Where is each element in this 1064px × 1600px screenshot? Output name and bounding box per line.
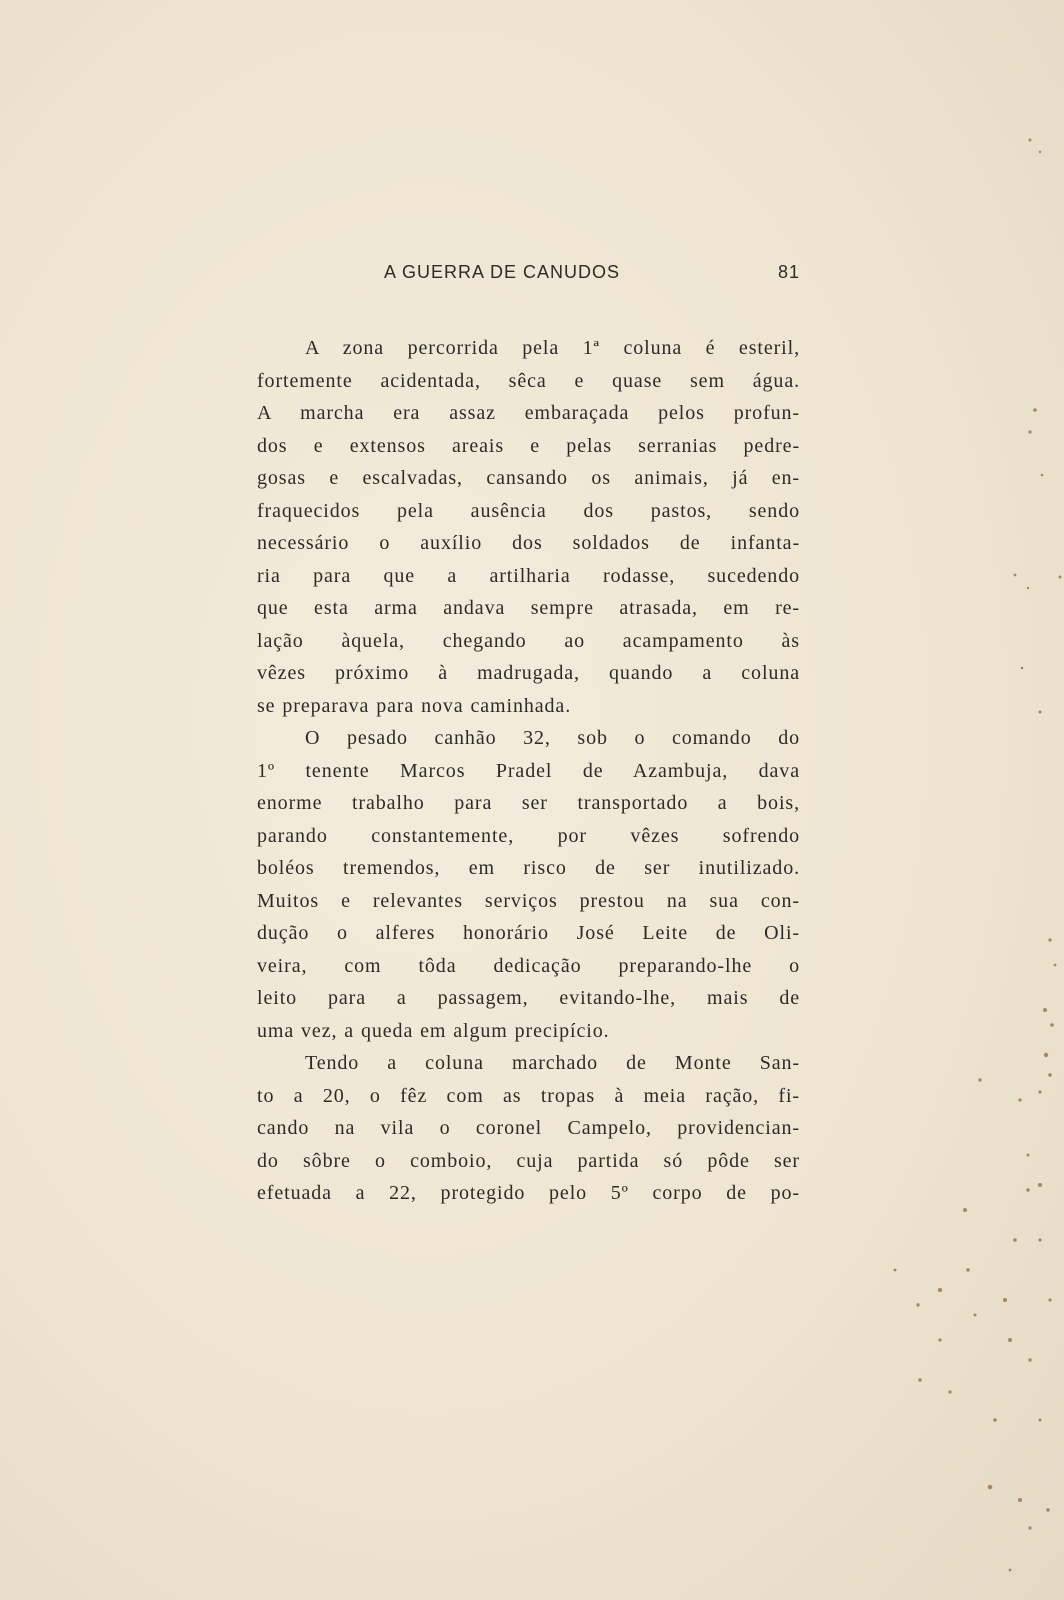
text-line: ria para que a artilharia rodasse, sucedendo [257, 564, 800, 587]
text-line: 1º tenente Marcos Pradel de Azambuja, dava [257, 759, 800, 782]
text-line: que esta arma andava sempre atrasada, em re- [257, 597, 800, 619]
text-line: efetuada a 22, protegido pelo 5º corpo de po- [257, 1182, 800, 1204]
text-line: enorme trabalho para ser transportado a bois, [257, 792, 800, 814]
text-line: do sôbre o comboio, cuja partida só pôde ser [257, 1149, 800, 1172]
text-line: Muitos e relevantes serviços prestou na sua con- [257, 889, 800, 912]
text-line: necessário o auxílio dos soldados de infanta- [257, 532, 800, 554]
text-line: fraquecidos pela ausência dos pastos, sendo [257, 499, 800, 522]
text-line: vêzes próximo à madrugada, quando a coluna [257, 662, 800, 684]
text-line: uma vez, a queda em algum precipício. [257, 1019, 610, 1042]
text-line: boléos tremendos, em risco de ser inutilizado. [257, 857, 800, 879]
text-line: leito para a passagem, evitando-lhe, mais de [257, 987, 800, 1009]
text-line: Tendo a coluna marchado de Monte San- [305, 1052, 800, 1074]
text-line: fortemente acidentada, sêca e quase sem água. [257, 369, 800, 392]
text-line: dução o alferes honorário José Leite de Oli- [257, 922, 800, 944]
text-line: parando constantemente, por vêzes sofrendo [257, 824, 800, 847]
page-number: 81 [777, 262, 800, 282]
text-line: O pesado canhão 32, sob o comando do [305, 727, 800, 749]
text-line: A marcha era assaz embaraçada pelos profun- [257, 402, 800, 424]
text-line: veira, com tôda dedicação preparando-lhe o [257, 954, 800, 977]
text-line: A zona percorrida pela 1ª coluna é esteril, [305, 337, 800, 359]
text-line: gosas e escalvadas, cansando os animais, já en- [257, 467, 800, 489]
text-line: dos e extensos areais e pelas serranias pedre- [257, 434, 800, 457]
text-line: to a 20, o fêz com as tropas à meia ração, fi- [257, 1084, 800, 1107]
text-line: lação àquela, chegando ao acampamento às [257, 629, 800, 652]
text-line: cando na vila o coronel Campelo, providencian- [257, 1117, 800, 1139]
text-line: se preparava para nova caminhada. [257, 694, 572, 717]
running-title: A GUERRA DE CANUDOS [384, 262, 621, 282]
